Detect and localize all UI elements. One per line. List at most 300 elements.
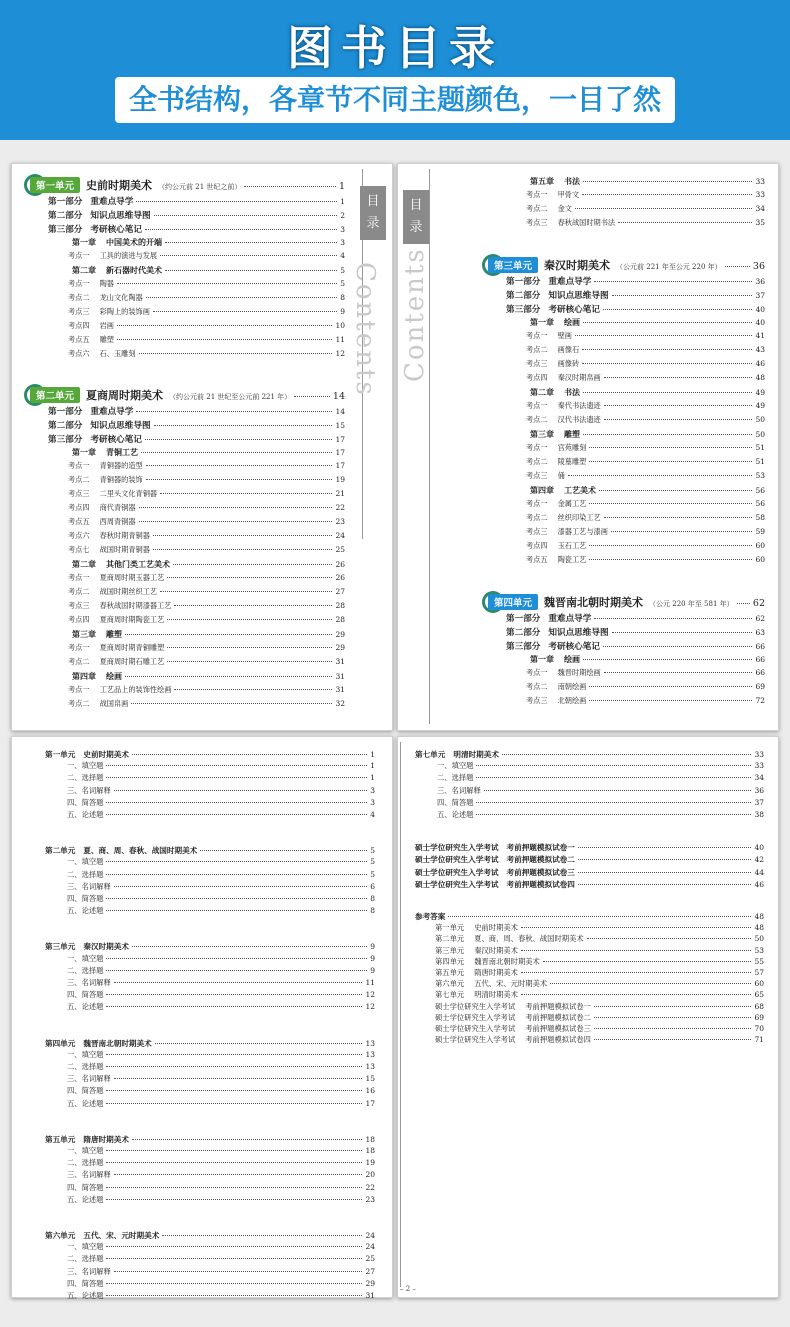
toc-entry <box>68 489 345 499</box>
entry-title: 重难点导学 <box>548 277 592 287</box>
entry-title: 画像砖 <box>557 359 580 368</box>
dot-leader <box>167 647 332 648</box>
toc-entry <box>435 968 764 978</box>
toc-entry <box>67 906 375 916</box>
entry-number: 考点三 <box>526 527 548 536</box>
entry-number: 第五单元 <box>45 1134 76 1144</box>
entry-number: 第三章 <box>530 430 554 439</box>
entry-title: 二、选择题 <box>67 1062 104 1071</box>
entry-title: 考前押题模拟试卷四 <box>506 879 575 889</box>
dot-leader <box>604 419 753 420</box>
page-number: 5 <box>340 279 345 288</box>
toc-entry <box>45 1230 375 1241</box>
entry-title: 青铜器的造型 <box>99 461 143 470</box>
entry-number: 考点二 <box>526 204 548 213</box>
dot-leader <box>583 392 752 393</box>
entry-title: 春秋时期青铜器 <box>99 531 150 540</box>
dot-leader <box>604 377 753 378</box>
entry-title: 宫苑雕刻 <box>557 443 587 452</box>
page-number: 20 <box>365 1170 375 1180</box>
side-tab-top: 目 <box>409 198 423 213</box>
page-number: 51 <box>755 443 765 452</box>
unit-date-range: （公元 220 年至 581 年） <box>649 600 734 608</box>
toc-entry <box>67 1183 375 1193</box>
page-number: 32 <box>335 699 345 708</box>
dot-leader <box>583 181 752 182</box>
page-number: 56 <box>755 486 765 495</box>
unit-date-range: （约公元前 21 世纪至公元前 221 年） <box>169 393 292 401</box>
toc-entry <box>48 419 345 431</box>
page-number: 15 <box>335 421 345 430</box>
entry-title: 俑 <box>557 471 565 480</box>
entry-number: 考点二 <box>526 682 548 691</box>
page-number: 31 <box>335 685 345 694</box>
entry-number: 考点二 <box>68 475 90 484</box>
entry-number: 考点一 <box>526 499 548 508</box>
entry-title: 夏、商、周、春秋、战国时期美术 <box>83 846 198 856</box>
entry-number: 考点三 <box>68 601 90 610</box>
entry-title: 战国帛画 <box>99 699 129 708</box>
toc-entry <box>437 786 764 796</box>
dot-leader <box>594 1028 752 1029</box>
toc-entry <box>67 1146 375 1156</box>
toc-entry <box>415 867 764 878</box>
page-number: 37 <box>755 291 765 300</box>
toc-entry <box>526 345 765 355</box>
entry-title: 丝织印染工艺 <box>557 513 601 522</box>
page-number: 13 <box>365 1049 375 1059</box>
entry-number: 硕士学位研究生入学考试 <box>415 855 499 865</box>
toc-entry <box>48 195 345 207</box>
dot-leader <box>594 1017 752 1018</box>
toc-entry <box>67 978 375 988</box>
entry-number: 考点二 <box>68 587 90 596</box>
dot-leader <box>106 958 367 959</box>
page-number: 42 <box>754 855 764 865</box>
toc-entry <box>67 1062 375 1072</box>
entry-number: 硕士学位研究生入学考试 <box>435 1001 516 1011</box>
toc-entry <box>68 307 345 317</box>
entry-number: 考点三 <box>526 471 548 480</box>
dot-leader <box>125 676 332 677</box>
unit-title: 史前时期美术 <box>86 179 153 192</box>
toc-entry <box>526 443 765 453</box>
entry-title: 战国时期青铜器 <box>99 545 150 554</box>
entry-title: 陶器 <box>99 279 114 288</box>
entry-number: 考点二 <box>68 699 90 708</box>
page-number: 9 <box>370 942 375 952</box>
page-number: 27 <box>365 1266 375 1276</box>
toc-entry <box>30 387 345 403</box>
page-number: 72 <box>755 696 765 705</box>
dot-leader <box>568 475 753 476</box>
dot-leader <box>106 970 367 971</box>
dot-leader <box>200 850 367 851</box>
entry-number: 考点四 <box>526 373 548 382</box>
page-number: 3 <box>340 238 345 247</box>
toc-entry <box>526 218 765 228</box>
dot-leader <box>594 1006 752 1007</box>
toc-entry <box>67 1254 375 1264</box>
toc-entry <box>67 870 375 880</box>
entry-number: 考点一 <box>526 190 548 199</box>
toc-entry <box>45 941 375 952</box>
entry-number: 第六单元 <box>435 979 465 989</box>
dot-leader <box>589 461 752 462</box>
dot-leader <box>106 1162 362 1163</box>
entry-title: 知识点思维导图 <box>548 291 609 301</box>
entry-title: 夏商周时期玉器工艺 <box>99 573 165 582</box>
entry-title: 陵墓雕塑 <box>557 457 587 466</box>
toc-entry <box>526 359 765 369</box>
page-number: 51 <box>755 457 765 466</box>
page-number: 35 <box>755 218 765 227</box>
toc-entry <box>30 177 345 193</box>
toc-entry <box>67 954 375 964</box>
toc-entry <box>415 842 764 853</box>
dot-leader <box>583 659 752 660</box>
page-number: 18 <box>365 1134 375 1144</box>
toc-entry <box>526 190 765 200</box>
entry-title: 考研核心笔记 <box>548 305 600 315</box>
page-number: 53 <box>755 471 765 480</box>
entry-number: 第二部分 <box>506 628 541 638</box>
page-number: 24 <box>365 1231 375 1240</box>
dot-leader <box>106 1103 362 1104</box>
toc-entry <box>435 957 764 967</box>
entry-title: 三、名词解释 <box>67 1074 111 1084</box>
page-number: 62 <box>755 614 765 623</box>
side-tab-bottom: 录 <box>366 216 380 231</box>
dot-leader <box>146 465 333 466</box>
dot-leader <box>589 447 752 448</box>
unit-date-range: （公元前 221 年至公元 220 年） <box>616 263 722 271</box>
dot-leader <box>146 479 333 480</box>
entry-number: 第一部分 <box>506 614 541 624</box>
page-number: 5 <box>340 266 345 275</box>
toc-entry <box>67 1267 375 1277</box>
toc-entry <box>415 911 764 922</box>
dot-leader <box>106 1006 362 1007</box>
page-number: 18 <box>365 1146 375 1155</box>
contents-watermark: Contents <box>350 262 380 397</box>
entry-number: 硕士学位研究生入学考试 <box>435 1035 516 1045</box>
toc-entry <box>67 894 375 904</box>
toc-entry <box>72 237 345 248</box>
entry-title: 五、论述题 <box>67 1291 104 1300</box>
toc-entry <box>68 699 345 709</box>
toc-entry <box>435 946 764 956</box>
page-number: 24 <box>335 531 345 540</box>
page-number: 4 <box>370 810 375 819</box>
entry-title: 雕塑 <box>99 335 114 344</box>
entry-number: 考点三 <box>68 307 90 316</box>
page-number: 24 <box>365 1242 375 1252</box>
entry-title: 北朝绘画 <box>557 696 587 705</box>
entry-number: 考点五 <box>68 517 90 526</box>
dot-leader <box>139 521 333 522</box>
toc-entry <box>67 1195 375 1205</box>
dot-leader <box>155 1043 363 1044</box>
entry-title: 春秋战国时期漆器工艺 <box>99 601 172 610</box>
entry-number: 第三章 <box>72 630 96 639</box>
page-number: 33 <box>755 190 765 199</box>
dot-leader <box>521 927 751 928</box>
dot-leader <box>521 950 751 951</box>
toc-entry <box>437 810 764 820</box>
dot-leader <box>167 661 332 662</box>
entry-number: 第二部分 <box>48 211 83 221</box>
entry-number: 第一章 <box>72 238 96 247</box>
dot-leader <box>114 982 363 983</box>
page-number: 31 <box>335 672 345 681</box>
entry-number: 第二章 <box>530 388 554 397</box>
entry-number: 第三单元 <box>435 945 465 955</box>
dot-leader <box>106 874 367 875</box>
toc-entry <box>67 1158 375 1168</box>
dot-leader <box>114 790 367 791</box>
toc-entry <box>526 204 765 214</box>
toc-entry <box>68 573 345 583</box>
entry-title: 考研核心笔记 <box>90 225 142 235</box>
entry-title: 二、选择题 <box>67 1158 104 1168</box>
unit-date-range: （约公元前 21 世纪之前） <box>158 183 242 191</box>
page-number: 4 <box>340 251 345 260</box>
page-number: 58 <box>755 513 765 522</box>
entry-title: 五、论述题 <box>67 810 104 819</box>
toc-entry <box>68 349 345 359</box>
dot-leader <box>165 270 337 271</box>
toc-entry <box>530 176 765 187</box>
entry-number: 第一单元 <box>435 923 465 933</box>
entry-title: 一、填空题 <box>67 1146 104 1155</box>
dot-leader <box>448 916 751 917</box>
entry-number: 考点二 <box>68 657 90 666</box>
page-number: 9 <box>370 953 375 963</box>
entry-title: 漆器工艺与漆画 <box>557 527 608 536</box>
page-number: 3 <box>340 225 345 234</box>
page-number: 48 <box>755 373 765 382</box>
entry-number: 考点一 <box>68 573 90 582</box>
entry-title: 绘画 <box>564 318 580 327</box>
dot-leader <box>165 242 337 243</box>
entry-title: 夏商周时期石雕工艺 <box>99 657 165 666</box>
dot-leader <box>589 503 752 504</box>
page-number: 68 <box>754 1001 764 1011</box>
entry-title: 重难点导学 <box>90 407 134 417</box>
page-number: 69 <box>754 1012 764 1022</box>
entry-title: 史前时期美术 <box>474 923 518 933</box>
entry-title: 重难点导学 <box>90 197 134 207</box>
entry-title: 考前押题模拟试卷三 <box>506 867 575 877</box>
entry-number: 第一章 <box>530 318 554 327</box>
dot-leader <box>725 266 750 267</box>
entry-number: 第一部分 <box>48 407 83 417</box>
page-number: 50 <box>754 934 764 944</box>
page-number: 53 <box>754 945 764 955</box>
banner-title: 图书目录 <box>287 21 503 75</box>
dot-leader <box>145 229 337 230</box>
entry-number: 考点四 <box>68 503 90 512</box>
page-number: 1 <box>340 197 345 206</box>
page-number: 60 <box>754 979 764 989</box>
entry-title: 考前押题模拟试卷一 <box>525 1001 591 1011</box>
entry-number: 第三部分 <box>48 225 83 235</box>
dot-leader <box>603 309 752 310</box>
banner-subtitle: 全书结构，各章节不同主题颜色，一目了然 <box>115 77 675 123</box>
entry-title: 一、填空题 <box>67 1242 104 1252</box>
entry-title: 三、名词解释 <box>437 785 481 795</box>
dot-leader <box>173 564 332 565</box>
page-number: 23 <box>365 1194 375 1204</box>
entry-number: 第一单元 <box>45 750 76 759</box>
entry-title: 青铜器的装饰 <box>99 475 143 484</box>
toc-entry <box>48 209 345 221</box>
entry-number: 考点三 <box>526 218 548 227</box>
dot-leader <box>604 517 753 518</box>
page-number: 15 <box>365 1074 375 1084</box>
entry-title: 中国美术的开端 <box>106 238 162 247</box>
entry-number: 硕士学位研究生入学考试 <box>415 867 499 877</box>
dot-leader <box>484 790 752 791</box>
dot-leader <box>131 703 332 704</box>
toc-entry <box>67 1242 375 1252</box>
toc-entry <box>67 786 375 796</box>
page-number: 60 <box>755 555 765 564</box>
dot-leader <box>521 994 751 995</box>
dot-leader <box>578 859 752 860</box>
page-number: 36 <box>752 261 765 272</box>
entry-number: 第二单元 <box>435 934 465 944</box>
entry-title: 四、简答题 <box>67 1086 104 1096</box>
toc-page-3 <box>11 736 393 1298</box>
entry-number: 第一部分 <box>506 277 541 287</box>
dot-leader <box>139 507 333 508</box>
toc-entry <box>530 485 765 496</box>
side-tab-bottom: 录 <box>409 220 423 235</box>
dot-leader <box>550 983 751 984</box>
entry-title: 三、名词解释 <box>67 1266 111 1276</box>
toc-entry <box>72 559 345 570</box>
toc-entry <box>67 966 375 976</box>
toc-entry <box>67 882 375 892</box>
side-tab <box>360 186 386 240</box>
entry-title: 书法 <box>564 177 580 186</box>
page-number: 23 <box>335 517 345 526</box>
entry-title: 夏商周时期陶瓷工艺 <box>99 615 165 624</box>
page-number: 62 <box>752 598 765 609</box>
entry-number: 第五单元 <box>435 968 465 977</box>
entry-number: 考点六 <box>68 349 90 358</box>
entry-number: 第四章 <box>72 672 96 681</box>
dot-leader <box>476 777 751 778</box>
entry-title: 工艺美术 <box>564 486 596 495</box>
toc-entry <box>67 1074 375 1084</box>
entry-title: 二里头文化青铜器 <box>99 489 158 498</box>
entry-number: 第一部分 <box>48 197 83 207</box>
toc-page-1 <box>11 163 393 731</box>
entry-title: 三、名词解释 <box>67 881 111 891</box>
toc-entry <box>437 773 764 783</box>
page-number: 8 <box>370 894 375 903</box>
dot-leader <box>589 559 752 560</box>
dot-leader <box>106 910 367 911</box>
entry-title: 考前押题模拟试卷一 <box>506 843 575 853</box>
entry-number: 硕士学位研究生入学考试 <box>435 1024 516 1033</box>
page-number: 8 <box>340 293 345 302</box>
dot-leader <box>153 549 333 550</box>
entry-number: 第二章 <box>72 560 96 569</box>
dot-leader <box>603 646 752 647</box>
dot-leader <box>114 1078 363 1079</box>
dot-leader <box>160 591 332 592</box>
entry-title: 五、论述题 <box>67 1098 104 1108</box>
toc-entry <box>68 251 345 261</box>
page-number: 66 <box>755 642 765 651</box>
dot-leader <box>582 194 752 195</box>
entry-title: 考前押题模拟试卷二 <box>506 855 575 865</box>
entry-title: 夏、商、周、春秋、战国时期美术 <box>474 934 584 944</box>
dot-leader <box>604 672 753 673</box>
entry-title: 二、选择题 <box>67 773 104 783</box>
page-number: 19 <box>335 475 345 484</box>
entry-title: 明清时期美术 <box>474 990 518 1000</box>
page-number: 34 <box>755 204 765 213</box>
entry-number: 考点一 <box>526 668 548 677</box>
dot-leader <box>106 1295 362 1296</box>
dot-leader <box>106 1054 362 1055</box>
dot-leader <box>136 411 332 412</box>
entry-title: 二、选择题 <box>67 869 104 879</box>
toc-entry <box>435 923 764 933</box>
entry-number: 第五章 <box>530 177 554 186</box>
toc-entry <box>48 405 345 417</box>
toc-entry <box>68 657 345 667</box>
page-number: 5 <box>370 857 375 867</box>
dot-leader <box>294 396 330 397</box>
page-number: 60 <box>755 541 765 550</box>
toc-entry <box>435 1035 764 1045</box>
entry-number: 考点二 <box>526 415 548 424</box>
page-number: 25 <box>335 545 345 554</box>
dot-leader <box>132 946 367 947</box>
toc-entry <box>67 1279 375 1289</box>
toc-entry <box>67 1002 375 1012</box>
toc-entry <box>68 587 345 597</box>
toc-entry <box>526 696 765 706</box>
dot-leader <box>575 208 752 209</box>
unit-badge: 第二单元 <box>30 387 80 403</box>
dot-leader <box>106 1066 362 1067</box>
page-number: 16 <box>365 1086 375 1096</box>
entry-number: 第六单元 <box>45 1231 76 1240</box>
dot-leader <box>139 353 333 354</box>
page-number: 1 <box>370 773 375 783</box>
unit-title: 夏商周时期美术 <box>86 389 164 402</box>
dot-leader <box>153 311 337 312</box>
page-number: 43 <box>755 345 765 354</box>
entry-number: 考点四 <box>68 321 90 330</box>
entry-number: 考点一 <box>68 251 90 260</box>
page-number: 22 <box>335 503 345 512</box>
dot-leader <box>117 339 332 340</box>
entry-number: 考点二 <box>68 293 90 302</box>
page-number: 59 <box>755 527 765 536</box>
page-number: 57 <box>754 968 764 977</box>
entry-number: 考点一 <box>526 331 548 340</box>
page-number: 48 <box>754 912 764 921</box>
dot-leader <box>502 754 752 755</box>
